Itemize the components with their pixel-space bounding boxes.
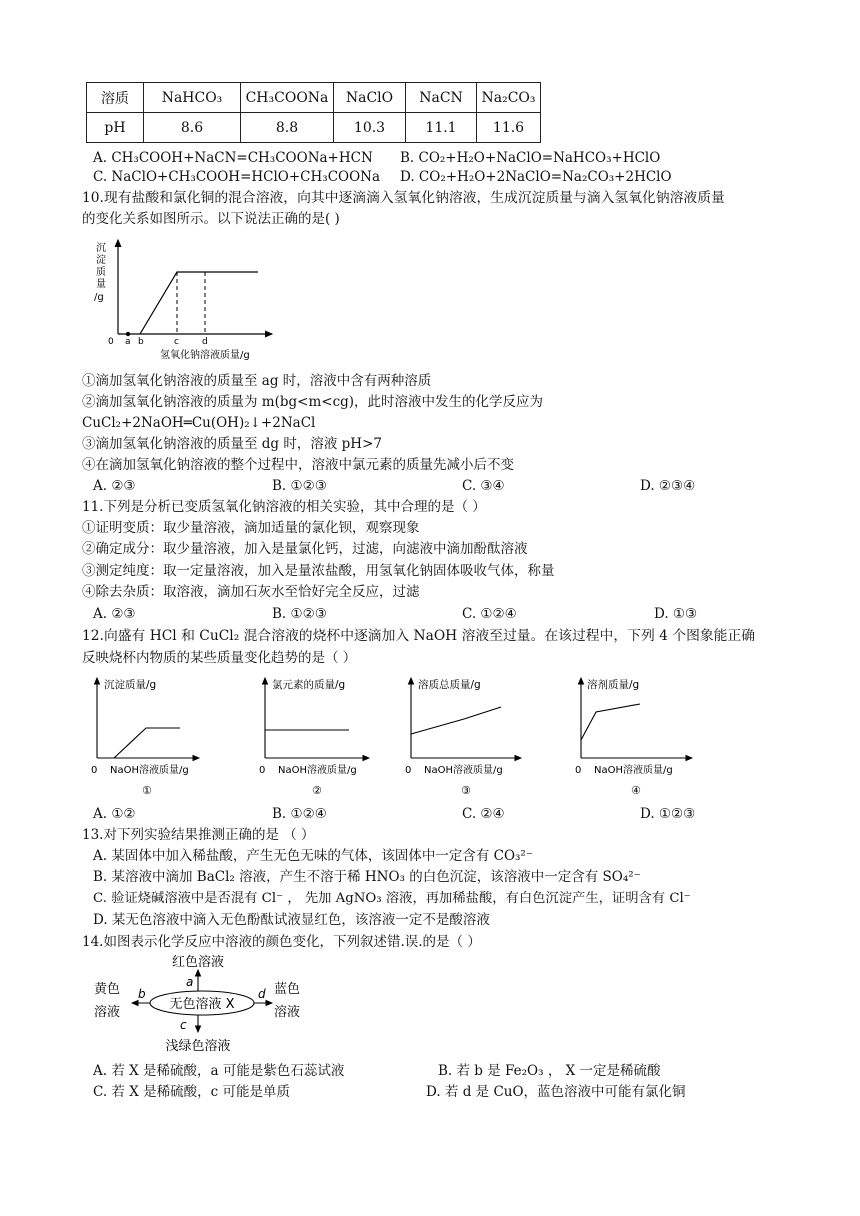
tick-b: b (138, 337, 144, 347)
origin-label: 0 (108, 337, 114, 347)
graph-number: ① (142, 784, 152, 797)
q9-option-c: C. NaClO+CH₃COOH=HClO+CH₃COONa (93, 169, 381, 185)
q9-option-b: B. CO₂+H₂O+NaClO=NaHCO₃+HClO (400, 150, 661, 166)
left-label-2: 溶液 (94, 1005, 121, 1020)
y-label: 溶剂质量/g (587, 679, 640, 691)
right-label-1: 蓝色 (274, 982, 301, 997)
q14-option-d: D. 若 d 是 CuO，蓝色溶液中可能有氯化铜 (426, 1084, 686, 1100)
q10-statement-4: ④在滴加氢氧化钠溶液的整个过程中，溶液中氯元素的质量先减小后不变 (82, 457, 514, 473)
label-c: c (180, 1018, 187, 1032)
origin-label: 0 (259, 765, 266, 776)
precipitate-curve (140, 272, 258, 334)
q14-option-a: A. 若 X 是稀硫酸，a 可能是紫色石蕊试液 (93, 1063, 345, 1079)
y-label-char: 量 (96, 279, 106, 290)
q10-stem-line2: 的变化关系如图所示。以下说法正确的是( ) (82, 211, 340, 227)
q9-option-d: D. CO₂+H₂O+2NaClO=Na₂CO₃+2HClO (400, 169, 672, 185)
curve (114, 728, 180, 758)
q12-graph-2 (259, 678, 369, 797)
point-a (126, 332, 130, 336)
y-label: 溶质总质量/g (418, 679, 481, 691)
table-cell: CH₃COONa (241, 83, 334, 113)
tick-d: d (202, 337, 208, 347)
x-label: NaOH溶液质量/g (424, 765, 503, 776)
curve (581, 704, 640, 740)
table-cell: 8.6 (144, 113, 241, 143)
table-cell: 11.1 (406, 113, 477, 143)
q12-stem-line1: 12.向盛有 HCl 和 CuCl₂ 混合溶液的烧杯中逐滴加入 NaOH 溶液至过量。在该过程中，下列 4 个图象能正确 (82, 628, 756, 644)
y-label-char: 淀 (96, 255, 106, 266)
q10-option-a: A. ②③ (93, 478, 136, 494)
y-label-char: 沉 (96, 243, 106, 254)
x-label: NaOH溶液质量/g (110, 765, 189, 776)
q11-statement-2: ②确定成分：取少量溶液，加入是量氯化钙，过滤，向滤液中滴加酚酞溶液 (82, 541, 528, 557)
y-label: 沉淀质量/g (104, 679, 157, 691)
q10-statement-2: ②滴加氢氧化钠溶液的质量为 m(bg<m<cg)，此时溶液中发生的化学反应为 (82, 394, 544, 410)
tick-a: a (125, 337, 131, 347)
origin-label: 0 (91, 765, 98, 776)
y-label: 氯元素的质量/g (272, 679, 346, 691)
center-label: 无色溶液 X (169, 997, 235, 1012)
table-row (87, 113, 541, 143)
q10-option-d: D. ②③④ (640, 478, 696, 494)
q11-option-a: A. ②③ (93, 606, 136, 622)
x-label: NaOH溶液质量/g (594, 765, 673, 776)
q11-stem: 11.下列是分析已变质氢氧化钠溶液的相关实验，其中合理的是（ ） (82, 499, 486, 515)
right-label-2: 溶液 (274, 1005, 301, 1020)
q13-option-c: C. 验证烧碱溶液中是否混有 Cl⁻ ， 先加 AgNO₃ 溶液，再加稀盐酸，有白色沉淀产生，证明含有 Cl⁻ (93, 891, 691, 906)
q12-option-b: B. ①②④ (272, 806, 327, 822)
label-d: d (258, 987, 266, 1001)
q10-option-b: B. ①②③ (272, 478, 327, 494)
q12-option-a: A. ①② (93, 806, 136, 822)
origin-label: 0 (575, 765, 582, 776)
q13-option-d: D. 某无色溶液中滴入无色酚酞试液显红色，该溶液一定不是酸溶液 (93, 912, 490, 928)
q14-option-b: B. 若 b 是 Fe₂O₃ ， X 一定是稀硫酸 (438, 1063, 661, 1079)
q11-option-d: D. ①③ (654, 606, 698, 622)
graph-number: ② (312, 784, 322, 797)
q10-stem-line1: 10.现有盐酸和氯化铜的混合溶液，向其中逐滴滴入氢氧化钠溶液，生成沉淀质量与滴入氢氧化钠溶液质量 (82, 190, 725, 206)
left-label-1: 黄色 (94, 982, 121, 997)
q12-graph-4 (575, 678, 692, 797)
curve (411, 707, 501, 734)
graph-number: ④ (631, 784, 641, 797)
q12-graph-3 (405, 678, 521, 797)
q11-option-b: B. ①②③ (272, 606, 327, 622)
q14-diagram (88, 952, 328, 1058)
q10-graph (88, 234, 288, 366)
table-cell: 8.8 (241, 113, 334, 143)
q10-statement-2-equation: CuCl₂+2NaOH═Cu(OH)₂↓+2NaCl (82, 415, 316, 431)
q14-stem: 14.如图表示化学反应中溶液的颜色变化，下列叙述错.误.的是（ ） (82, 934, 481, 950)
q11-statement-3: ③测定纯度：取一定量溶液，加入是量浓盐酸，用氢氧化钠固体吸收气体，称量 (82, 563, 555, 579)
q11-statement-1: ①证明变质：取少量溶液，滴加适量的氯化钡，观察现象 (82, 520, 420, 536)
q11-option-c: C. ①②④ (462, 606, 517, 622)
q12-option-d: D. ①②③ (640, 806, 696, 822)
tick-c: c (174, 337, 179, 347)
table-cell: 10.3 (334, 113, 406, 143)
table-cell: Na₂CO₃ (477, 83, 541, 113)
label-a: a (186, 975, 194, 989)
q10-statement-1: ①滴加氢氧化钠溶液的质量至 ag 时，溶液中含有两种溶质 (82, 373, 432, 389)
q9-option-a: A. CH₃COOH+NaCN=CH₃COONa+HCN (93, 150, 373, 166)
q13-option-a: A. 某固体中加入稀盐酸，产生无色无味的气体，该固体中一定含有 CO₃²⁻ (93, 848, 533, 864)
q12-option-c: C. ②④ (462, 806, 505, 822)
x-label: 氢氧化钠溶液质量/g (160, 350, 250, 361)
origin-label: 0 (405, 765, 412, 776)
q13-option-b: B. 某溶液中滴加 BaCl₂ 溶液，产生不溶于稀 HNO₃ 的白色沉淀，该溶液中一定含有 SO₄²⁻ (93, 869, 641, 885)
q12-stem-line2: 反映烧杯内物质的某些质量变化趋势的是（ ） (82, 650, 357, 666)
table-cell: NaClO (334, 83, 406, 113)
q12-graphs (84, 672, 704, 802)
bottom-label: 浅绿色溶液 (165, 1039, 231, 1054)
table-cell: 11.6 (477, 113, 541, 143)
graph-number: ③ (461, 784, 471, 797)
table-cell: pH (87, 113, 144, 143)
table-cell: NaHCO₃ (144, 83, 241, 113)
top-label: 红色溶液 (171, 955, 225, 970)
x-label: NaOH溶液质量/g (278, 765, 357, 776)
q12-graph-1 (91, 678, 199, 797)
y-label-char: 质 (96, 267, 106, 278)
ph-table (86, 82, 541, 143)
table-cell: 溶质 (87, 83, 144, 113)
label-b: b (138, 987, 146, 1001)
table-row (87, 83, 541, 113)
q10-option-c: C. ③④ (462, 478, 505, 494)
table-cell: NaCN (406, 83, 477, 113)
q11-statement-4: ④除去杂质：取溶液，滴加石灰水至恰好完全反应，过滤 (82, 584, 420, 600)
q13-stem: 13.对下列实验结果推测正确的是 （ ） (82, 827, 315, 843)
q10-statement-3: ③滴加氢氧化钠溶液的质量至 dg 时，溶液 pH>7 (82, 436, 382, 452)
y-label-unit: /g (94, 292, 104, 303)
q14-option-c: C. 若 X 是稀硫酸，c 可能是单质 (93, 1084, 290, 1100)
